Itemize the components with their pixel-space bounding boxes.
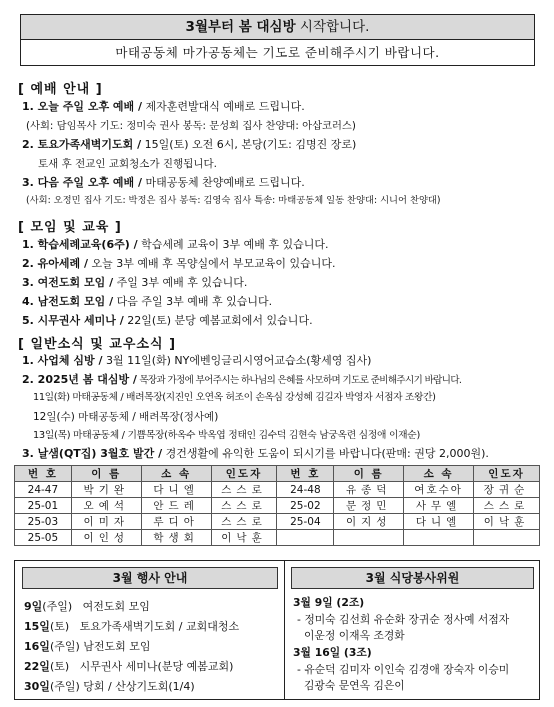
table-cell: 여호수아 (404, 482, 474, 498)
service-week-2-members: - 유순덕 김미자 이인숙 김경애 장숙자 이승미 (297, 663, 510, 676)
worship-item-2-detail: 토새 후 전교인 교회청소가 진행됩니다. (38, 158, 217, 170)
event-item (24, 598, 150, 614)
news-item-1 (22, 354, 371, 368)
service-week-1-members: - 정미숙 김선희 유순화 장귀순 정사예 서점자 (297, 613, 510, 626)
table-cell: 장귀순 (474, 482, 540, 498)
table-cell: 안드레 (141, 498, 211, 514)
service-week-1-members-cont: 이운정 이재옥 조경화 (304, 629, 405, 642)
meeting-item-2 (22, 257, 336, 271)
meeting-item-3-label: 3. 여전도회 모임 / (22, 276, 114, 289)
table-cell: 이낙훈 (474, 514, 540, 530)
worship-item-3 (22, 176, 305, 190)
event-date: 30일 (24, 680, 50, 693)
table-cell: 이지성 (334, 514, 404, 530)
event-date: 16일 (24, 640, 50, 653)
event-day: (주일) (42, 600, 73, 613)
news-section-title: [ 일반소식 및 교우소식 ] (18, 337, 177, 352)
bottom-info-box (14, 560, 540, 700)
worship-item-3-label: 3. 다음 주일 오후 예배 / (22, 176, 143, 189)
table-cell: 이낙훈 (211, 530, 277, 546)
table-cell: 25-04 (277, 514, 334, 530)
service-title: 3월 식당봉사위원 (291, 567, 534, 589)
table-header-row (15, 466, 540, 482)
header-group: 소 속 (141, 466, 211, 482)
table-row (15, 514, 540, 530)
news-item-2-schedule-3: 13일(목) 마태공동체 / 기쁨목장(하옥수 박옥엽 정태인 김수덕 김현숙 남궁옥련 심정애 이재순) (33, 430, 420, 441)
banner-subtitle: 마태공동체 마가공동체는 기도로 준비해주시기 바랍니다. (115, 45, 440, 60)
table-cell: 24-48 (277, 482, 334, 498)
event-item (24, 678, 195, 694)
event-text: 시무권사 세미나(분당 예봄교회) (79, 660, 234, 673)
news-item-3-text: 경건생활에 유익한 도움이 되시기를 바랍니다(판매: 권당 2,000원). (162, 447, 489, 460)
banner-title-rest: 시작합니다. (295, 19, 370, 35)
meeting-item-1 (22, 238, 328, 252)
table-cell: 25-02 (277, 498, 334, 514)
worship-item-2-text: 15일(토) 오전 6시, 본당(기도: 김명진 장로) (141, 138, 357, 151)
table-cell: 25-05 (15, 530, 72, 546)
service-week-2-heading: 3월 16일 (3조) (293, 646, 372, 659)
table-row (15, 530, 540, 546)
table-cell: 이인성 (71, 530, 141, 546)
table-cell: 25-01 (15, 498, 72, 514)
table-cell (404, 530, 474, 546)
worship-item-3-detail: (사회: 오정민 집사 기도: 박정은 집사 봉독: 김영숙 집사 특송: 마태공동체 일동 찬양대: 시니어 찬양대) (26, 195, 441, 206)
meeting-item-2-label: 2. 유아세례 / (22, 257, 89, 270)
announcement-banner (20, 14, 535, 66)
header-guide: 인도자 (211, 466, 277, 482)
meeting-item-3 (22, 276, 247, 290)
table-cell: 유종덕 (334, 482, 404, 498)
event-day: (주일) (49, 640, 80, 653)
table-cell: 문정민 (334, 498, 404, 514)
table-cell: 다니엘 (141, 482, 211, 498)
table-cell: 24-47 (15, 482, 72, 498)
meeting-item-4-text: 다음 주일 3부 예배 후 있습니다. (113, 295, 273, 308)
service-week-1-heading: 3월 9일 (2조) (293, 596, 365, 609)
news-item-2-text: 목장과 가정에 부어주시는 하나님의 은혜를 사모하며 기도로 준비해주시기 바랍니다. (136, 375, 462, 386)
event-day: (토) (49, 660, 70, 673)
meeting-item-4 (22, 295, 272, 309)
table-cell (334, 530, 404, 546)
meeting-item-1-label: 1. 학습세례교육(6주) / (22, 238, 138, 251)
news-item-1-label: 1. 사업체 심방 / (22, 354, 103, 367)
event-text: 당회 / 산상기도회(1/4) (83, 680, 195, 693)
new-member-table (14, 465, 540, 546)
table-cell (277, 530, 334, 546)
service-week-2-members-cont: 김광숙 문연옥 김은이 (304, 679, 405, 692)
event-day: (토) (49, 620, 70, 633)
event-day: (주일) (49, 680, 80, 693)
event-date: 9일 (24, 600, 43, 613)
meeting-item-3-text: 주일 3부 예배 후 있습니다. (113, 276, 248, 289)
worship-item-2-label: 2. 토요가족새벽기도회 / (22, 138, 142, 151)
event-date: 22일 (24, 660, 50, 673)
news-item-2-label: 2. 2025년 봄 대심방 / (22, 373, 137, 386)
meeting-item-2-text: 오늘 3부 예배 후 목양실에서 부모교육이 있습니다. (88, 257, 336, 270)
meeting-item-5-label: 5. 시무권사 세미나 / (22, 314, 124, 327)
banner-title-bold: 3월부터 봄 대심방 (185, 19, 296, 35)
worship-item-1-label: 1. 오늘 주일 오후 예배 / (22, 100, 143, 113)
header-group: 소 속 (404, 466, 474, 482)
header-number: 번 호 (277, 466, 334, 482)
header-guide: 인도자 (474, 466, 540, 482)
table-cell: 스스로 (474, 498, 540, 514)
worship-item-3-text: 마태공동체 찬양예배로 드립니다. (142, 176, 305, 189)
meeting-section-title: [ 모임 및 교육 ] (18, 220, 122, 235)
header-name: 이 름 (334, 466, 404, 482)
news-item-2 (22, 373, 461, 388)
meeting-item-4-label: 4. 남전도회 모임 / (22, 295, 114, 308)
meeting-item-1-text: 학습세례 교육이 3부 예배 후 있습니다. (137, 238, 329, 251)
worship-section-title: [ 예배 안내 ] (18, 82, 103, 97)
worship-item-1-text: 제자훈련발대식 예배로 드립니다. (142, 100, 305, 113)
column-divider (284, 561, 285, 699)
table-cell: 스스로 (211, 498, 277, 514)
news-item-1-text: 3월 11일(화) NY에벤잉글리시영어교습소(황세영 집사) (102, 354, 372, 367)
table-cell: 이미자 (71, 514, 141, 530)
table-cell: 오예석 (71, 498, 141, 514)
news-item-2-schedule-2: 12일(수) 마태공동체 / 배려목장(정사예) (33, 411, 219, 423)
table-cell: 스스로 (211, 514, 277, 530)
event-item (24, 638, 151, 654)
meeting-item-5-text: 22일(토) 분당 예봄교회에서 있습니다. (123, 314, 313, 327)
table-cell: 다니엘 (404, 514, 474, 530)
header-name: 이 름 (71, 466, 141, 482)
table-cell: 25-03 (15, 514, 72, 530)
worship-item-1-detail: (사회: 담임목사 기도: 정미숙 권사 봉독: 문성회 집사 찬양대: 아삽코러스) (26, 120, 356, 132)
meeting-item-5 (22, 314, 313, 328)
table-cell: 루디아 (141, 514, 211, 530)
worship-item-2 (22, 138, 356, 152)
header-number: 번 호 (15, 466, 72, 482)
event-text: 남전도회 모임 (83, 640, 151, 653)
news-item-3-label: 3. 날샘(QT집) 3월호 발간 / (22, 447, 163, 460)
event-text: 토요가족새벽기도회 / 교회대청소 (79, 620, 240, 633)
event-item (24, 618, 239, 634)
event-text: 여전도회 모임 (82, 600, 150, 613)
news-item-3 (22, 447, 489, 461)
worship-item-1 (22, 100, 305, 114)
table-cell: 사무엘 (404, 498, 474, 514)
table-row (15, 498, 540, 514)
banner-title (21, 15, 534, 40)
events-title: 3월 행사 안내 (22, 567, 278, 589)
table-row (15, 482, 540, 498)
table-cell (474, 530, 540, 546)
table-cell: 스스로 (211, 482, 277, 498)
event-item (24, 658, 233, 674)
event-date: 15일 (24, 620, 50, 633)
table-cell: 학생회 (141, 530, 211, 546)
table-cell: 박기완 (71, 482, 141, 498)
news-item-2-schedule-1: 11일(화) 마태공동체 / 배려목장(지진인 오연옥 허조이 손옥심 강성혜 김길자 박영자 서점자 조왕간) (33, 392, 436, 403)
